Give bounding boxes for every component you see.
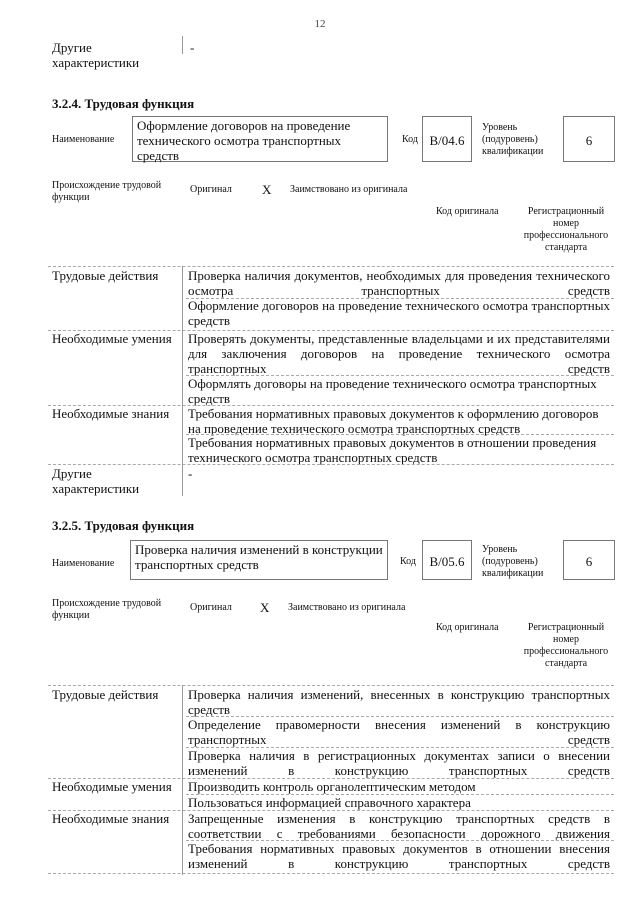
section-heading-2: 3.2.5. Трудовая функция <box>52 518 195 533</box>
code-label-2: Код <box>400 556 416 567</box>
function-name-box-1 <box>132 116 388 162</box>
borrowed-label-2: Заимствовано из оригинала <box>288 602 406 613</box>
function-name-2: Проверка наличия изменений в конструкции транспортных средств <box>135 542 383 572</box>
knowledge-1-2: Требования нормативных правовых документов в отношении проведения технического осмотра транспортных средств <box>188 435 597 465</box>
action-2-3: Проверка наличия в регистрационных документах записи о внесении изменений в конструкцию транспортных средств <box>188 748 610 778</box>
level-value-2: 6 <box>585 554 593 569</box>
page-number: 12 <box>314 18 326 30</box>
code-box-1 <box>422 116 472 162</box>
reg-number-label-2: Регистрационный номер профессионального стандарта <box>523 622 609 669</box>
skill-2-1: Производить контроль органолептическим методом <box>188 779 476 794</box>
actions-label-1: Трудовые действия <box>52 268 159 283</box>
skill-1-2: Оформлять договоры на проведение технического осмотра транспортных средств <box>188 376 597 406</box>
orig-code-label-1: Код оригинала <box>436 206 499 217</box>
name-label-1: Наименование <box>52 134 115 145</box>
other-characteristics-label: Другие характеристики <box>52 40 140 70</box>
code-value-2: B/05.6 <box>429 554 465 569</box>
level-box-2 <box>563 540 615 580</box>
origin-label-1: Происхождение трудовой функции <box>52 180 162 203</box>
skill-2-2: Пользоваться информацией справочного характера <box>188 795 471 810</box>
code-value-1: B/04.6 <box>429 133 465 148</box>
action-1-1: Проверка наличия документов, необходимых для проведения технического осмотра транспортных средств <box>188 268 610 298</box>
action-2-2: Определение правомерности внесения изменений в конструкцию транспортных средств <box>188 717 610 747</box>
skill-1-1: Проверять документы, представленные владельцами и их представителями для заключения договоров на проведение технического осмотра транспортных средств <box>188 331 610 376</box>
reg-number-label-1: Регистрационный номер профессионального стандарта <box>523 206 609 253</box>
original-mark-2: X <box>260 600 270 615</box>
actions-label-2: Трудовые действия <box>52 687 159 702</box>
code-box-2 <box>422 540 472 580</box>
borrowed-label-1: Заимствовано из оригинала <box>290 184 408 195</box>
orig-code-label-2: Код оригинала <box>436 622 499 633</box>
knowledge-label-2: Необходимые знания <box>52 811 170 826</box>
level-box-1 <box>563 116 615 162</box>
skills-label-1: Необходимые умения <box>52 331 172 346</box>
section-heading-1: 3.2.4. Трудовая функция <box>52 96 195 111</box>
other-characteristics-value: - <box>190 40 195 55</box>
knowledge-2-1: Запрещенные изменения в конструкцию транспортных средств в соответствии с требованиями безопасности дорожного движения <box>188 811 610 841</box>
original-label-1: Оригинал <box>190 184 232 195</box>
other-label-1: Другие характеристики <box>52 466 140 496</box>
function-name-1: Оформление договоров на проведение технического осмотра транспортных средств <box>137 118 351 163</box>
action-2-1: Проверка наличия изменений, внесенных в конструкцию транспортных средств <box>188 687 610 717</box>
name-label-2: Наименование <box>52 558 115 569</box>
level-label-2: Уровень (подуровень) квалификации <box>482 544 544 579</box>
knowledge-1-1: Требования нормативных правовых документов к оформлению договоров на проведение технического осмотра транспортных средств <box>188 406 599 436</box>
origin-label-2: Происхождение трудовой функции <box>52 598 162 621</box>
action-1-2: Оформление договоров на проведение технического осмотра транспортных средств <box>188 298 610 328</box>
knowledge-label-1: Необходимые знания <box>52 406 170 421</box>
skills-label-2: Необходимые умения <box>52 779 172 794</box>
original-mark-1: X <box>262 182 272 197</box>
code-label-1: Код <box>402 134 418 145</box>
function-name-box-2 <box>130 540 388 580</box>
knowledge-2-2: Требования нормативных правовых документов в отношении внесения изменений в конструкцию транспортных средств <box>188 841 610 871</box>
original-label-2: Оригинал <box>190 602 232 613</box>
level-value-1: 6 <box>585 133 593 148</box>
level-label-1: Уровень (подуровень) квалификации <box>482 122 544 157</box>
other-value-1: - <box>188 466 193 481</box>
